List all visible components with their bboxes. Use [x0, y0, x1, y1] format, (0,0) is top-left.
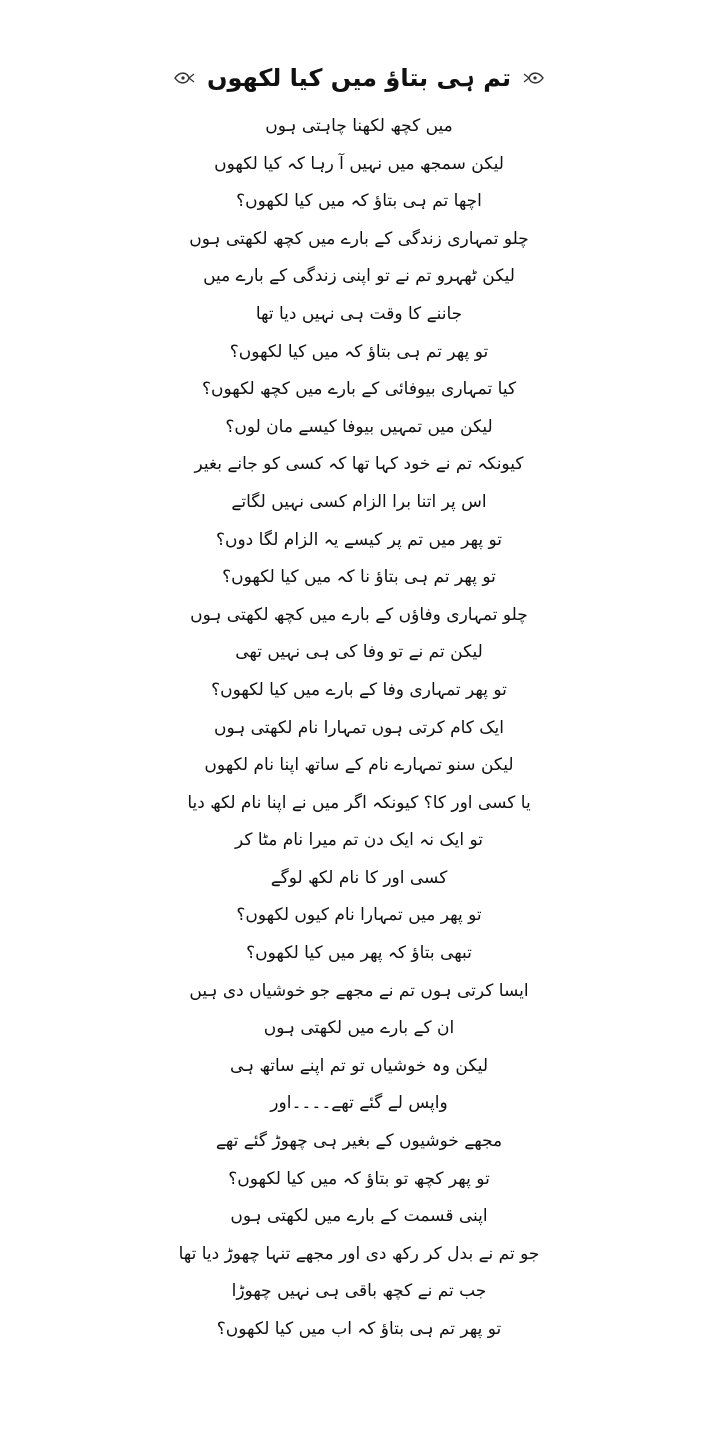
- title-row: [0, 56, 718, 100]
- poem-line: اچھا تم ہی بتاؤ کہ میں کیا لکھوں؟: [236, 191, 482, 212]
- poem-lines: [0, 108, 718, 1349]
- poem-line: لیکن وہ خوشیاں تو تم اپنے ساتھ ہی: [229, 1055, 489, 1076]
- poem-line: جب تم نے کچھ باقی ہی نہیں چھوڑا: [231, 1281, 487, 1302]
- poem-line: چلو تمہاری وفاؤں کے بارے میں کچھ لکھتی ہوں: [190, 604, 528, 625]
- poem-line: کیونکہ تم نے خود کہا تھا کہ کسی کو جانے بغیر: [194, 454, 524, 475]
- left-ornament-icon: [171, 65, 197, 91]
- poem-line: تبھی بتاؤ کہ پھر میں کیا لکھوں؟: [246, 943, 472, 964]
- poem-line: تو پھر میں تمہارا نام کیوں لکھوں؟: [236, 905, 482, 926]
- poem-line: یا کسی اور کا؟ کیونکہ اگر میں نے اپنا نام لکھ دیا: [187, 792, 531, 813]
- poem-line: چلو تمہاری زندگی کے بارے میں کچھ لکھتی ہوں: [189, 228, 529, 249]
- poem-line: ان کے بارے میں لکھتی ہوں: [263, 1018, 455, 1039]
- poem-line: لیکن سنو تمہارے نام کے ساتھ اپنا نام لکھوں: [204, 755, 514, 776]
- poem-line: لیکن میں تمہیں بیوفا کیسے مان لوں؟: [225, 416, 493, 437]
- poem-line: کسی اور کا نام لکھ لوگے: [270, 867, 448, 888]
- poem-line: لیکن سمجھ میں نہیں آ رہا کہ کیا لکھوں: [214, 153, 504, 174]
- poem-line: میں کچھ لکھنا چاہتی ہوں: [265, 116, 453, 136]
- poem-title: تم ہی بتاؤ میں کیا لکھوں: [206, 64, 512, 92]
- poem-line: لیکن تم نے تو وفا کی ہی نہیں تھی: [235, 642, 483, 663]
- right-ornament-icon: [521, 65, 547, 91]
- poem-line: اپنی قسمت کے بارے میں لکھتی ہوں: [230, 1206, 488, 1227]
- poem-line: تو ایک نہ ایک دن تم میرا نام مٹا کر: [235, 830, 483, 851]
- poem-line: تو پھر تم ہی بتاؤ نا کہ میں کیا لکھوں؟: [222, 567, 496, 588]
- poem-line: تو پھر تمہاری وفا کے بارے میں کیا لکھوں؟: [211, 679, 507, 700]
- poem-line: واپس لے گئے تھے۔۔۔۔اور: [270, 1093, 448, 1114]
- poem-line: ایسا کرتی ہوں تم نے مجھے جو خوشیاں دی ہیں: [189, 980, 529, 1001]
- poem-line: کیا تمہاری بیوفائی کے بارے میں کچھ لکھوں؟: [201, 379, 517, 400]
- poem-line: مجھے خوشیوں کے بغیر ہی چھوڑ گئے تھے: [215, 1131, 503, 1152]
- poem-line: تو پھر میں تم پر کیسے یہ الزام لگا دوں؟: [215, 529, 503, 550]
- poem-line: ایک کام کرتی ہوں تمہارا نام لکھتی ہوں: [214, 717, 504, 738]
- poem-line: تو پھر کچھ تو بتاؤ کہ میں کیا لکھوں؟: [228, 1168, 490, 1189]
- poem-line: جاننے کا وقت ہی نہیں دیا تھا: [255, 303, 463, 324]
- poem-line: اس پر اتنا برا الزام کسی نہیں لگاتے: [231, 491, 487, 512]
- poem-line: تو پھر تم ہی بتاؤ کہ اب میں کیا لکھوں؟: [216, 1319, 502, 1339]
- poem-line: تو پھر تم ہی بتاؤ کہ میں کیا لکھوں؟: [229, 341, 489, 362]
- poem-line: جو تم نے بدل کر رکھ دی اور مجھے تنہا چھوڑ دیا تھا: [178, 1243, 540, 1264]
- poem-line: لیکن ٹھہرو تم نے تو اپنی زندگی کے بارے میں: [203, 266, 515, 287]
